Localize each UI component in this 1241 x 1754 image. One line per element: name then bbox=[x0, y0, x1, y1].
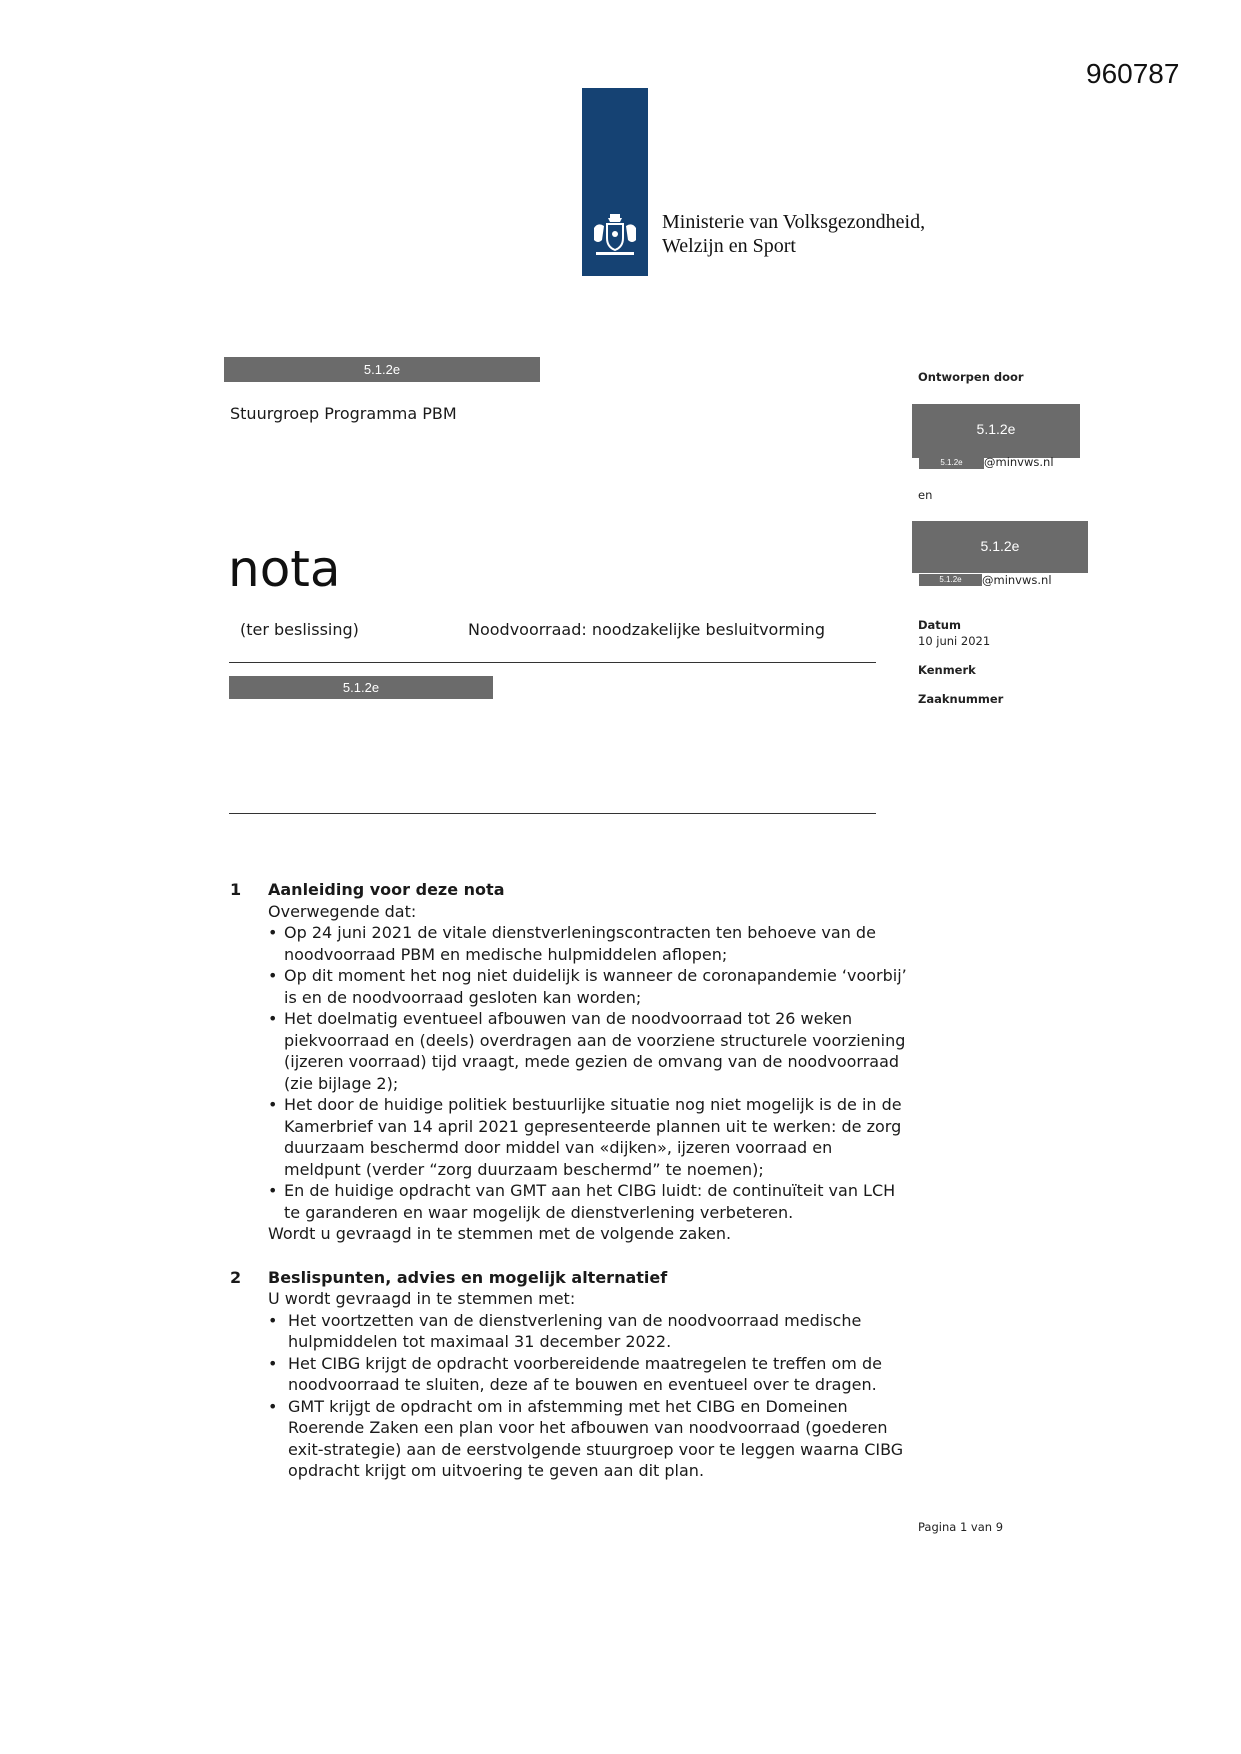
section-2-bullets bbox=[268, 1310, 910, 1482]
and-label: en bbox=[918, 488, 933, 502]
section-1-title: Aanleiding voor deze nota bbox=[268, 880, 505, 899]
section-1-closing: Wordt u gevraagd in te stemmen met de volgende zaken. bbox=[268, 1224, 732, 1243]
list-item: • Op dit moment het nog niet duidelijk is wanneer de coronapandemie ‘voorbij’ is en de noodvoorraad gesloten kan worden; bbox=[268, 965, 910, 1008]
addressee: Stuurgroep Programma PBM bbox=[230, 404, 457, 423]
ministry-line-1: Ministerie van Volksgezondheid, bbox=[662, 211, 926, 233]
divider-top bbox=[229, 662, 876, 663]
section-1-number: 1 bbox=[230, 880, 242, 899]
redacted-email-prefix-1: 5.1.2e bbox=[919, 457, 984, 469]
coat-of-arms-icon bbox=[586, 210, 644, 260]
date-value: 10 juni 2021 bbox=[918, 634, 991, 648]
ministry-line-2: Welzijn en Sport bbox=[662, 235, 796, 257]
author-2-email-suffix: @minvws.nl bbox=[982, 573, 1052, 587]
page-number: Pagina 1 van 9 bbox=[918, 1520, 1004, 1534]
date-label: Datum bbox=[918, 618, 961, 632]
section-1-intro: Overwegende dat: bbox=[268, 901, 417, 921]
list-item: • GMT krijgt de opdracht om in afstemming met het CIBG en Domeinen Roerende Zaken een plan voor het afbouwen van noodvoorraad (goederen exit-strategie) aan de eerstvolgende stuurgroep voor te leggen waarna CIBG opdracht krijgt om uitvoering te geven aan dit plan. bbox=[268, 1396, 910, 1482]
section-2-intro: U wordt gevraagd in te stemmen met: bbox=[268, 1289, 576, 1308]
redacted-author-2: 5.1.2e bbox=[912, 521, 1088, 573]
designed-by-label: Ontworpen door bbox=[918, 370, 1024, 384]
divider-bottom bbox=[229, 813, 876, 814]
list-item: • En de huidige opdracht van GMT aan het CIBG luidt: de continuïteit van LCH te garanderen en waar mogelijk de dienstverlening verbeteren. bbox=[268, 1180, 910, 1223]
author-1-email-suffix: @minvws.nl bbox=[984, 455, 1054, 469]
redacted-author-1: 5.1.2e bbox=[912, 404, 1080, 458]
redacted-email-prefix-2: 5.1.2e bbox=[919, 574, 982, 586]
section-2 bbox=[230, 1267, 910, 1482]
note-body bbox=[230, 879, 910, 1504]
section-1 bbox=[230, 879, 910, 1245]
reference-label: Kenmerk bbox=[918, 663, 976, 677]
case-number-label: Zaaknummer bbox=[918, 692, 1004, 706]
list-item: • Het door de huidige politiek bestuurlijke situatie nog niet mogelijk is de in de Kamerbrief van 14 april 2021 gepresenteerde plannen uit te werken: de zorg duurzaam beschermd door middel van «dijken», ijzeren voorraad en meldpunt (verder “zorg duurzaam beschermd” te noemen); bbox=[268, 1094, 910, 1180]
ministry-name bbox=[662, 210, 925, 258]
list-item: • Het doelmatig eventueel afbouwen van de noodvoorraad tot 26 weken piekvoorraad en (deels) overdragen aan de voorziene structurele voorziening (ijzeren voorraad) tijd vraagt, mede gezien de omvang van de noodvoorraad (zie bijlage 2); bbox=[268, 1008, 910, 1094]
redacted-block: 5.1.2e bbox=[224, 357, 540, 382]
list-item: • Het voortzetten van de dienstverlening van de noodvoorraad medische hulpmiddelen tot maximaal 31 december 2022. bbox=[268, 1310, 910, 1353]
subject: Noodvoorraad: noodzakelijke besluitvorming bbox=[468, 620, 825, 639]
document-number: 960787 bbox=[1086, 58, 1180, 89]
document-title: nota bbox=[228, 540, 341, 598]
section-2-number: 2 bbox=[230, 1267, 242, 1287]
section-2-title: Beslispunten, advies en mogelijk alternatief bbox=[268, 1267, 668, 1287]
list-item: • Op 24 juni 2021 de vitale dienstverleningscontracten ten behoeve van de noodvoorraad PBM en medische hulpmiddelen aflopen; bbox=[268, 922, 910, 965]
redacted-block-2: 5.1.2e bbox=[229, 676, 493, 699]
list-item: • Het CIBG krijgt de opdracht voorbereidende maatregelen te treffen om de noodvoorraad te sluiten, deze af te bouwen en eventueel over te dragen. bbox=[268, 1353, 910, 1396]
section-1-bullets bbox=[268, 922, 910, 1223]
note-type: (ter beslissing) bbox=[240, 620, 359, 639]
